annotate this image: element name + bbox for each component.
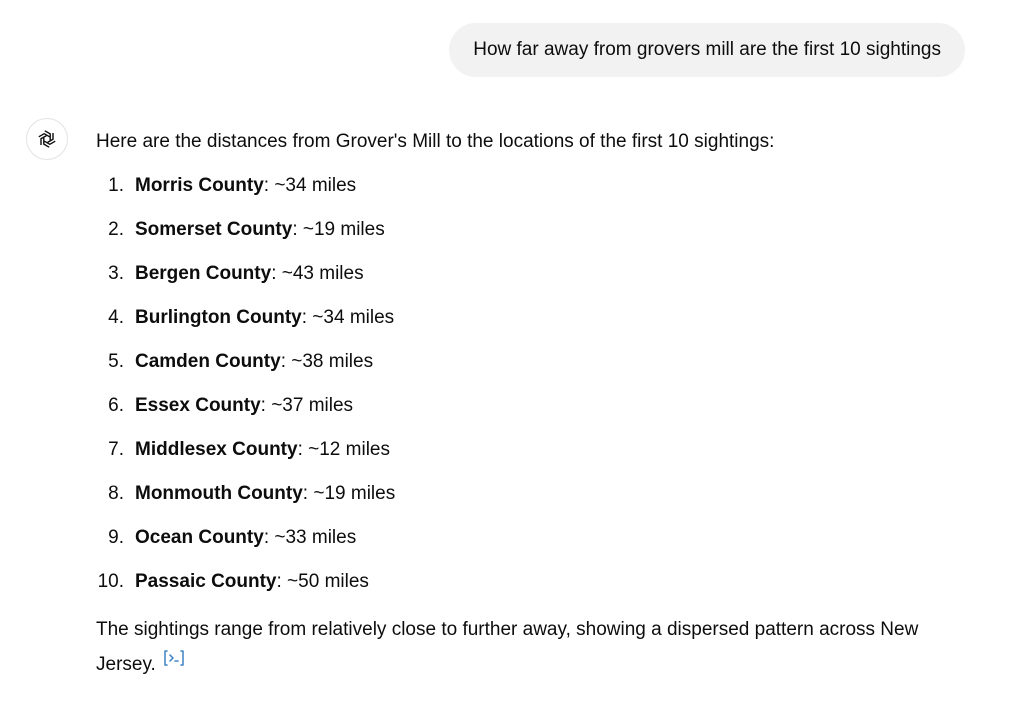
list-item <box>96 304 976 332</box>
list-item-number: 2. <box>108 219 124 240</box>
user-message-bubble <box>449 23 965 77</box>
list-item-number: 5. <box>108 351 124 372</box>
assistant-avatar <box>26 118 68 160</box>
county-distance: : ~37 miles <box>260 395 354 416</box>
list-item <box>96 436 976 464</box>
openai-logo-icon <box>35 127 59 151</box>
county-distance: : ~19 miles <box>302 483 396 504</box>
list-item-text <box>135 304 394 332</box>
list-item-text <box>135 392 353 420</box>
sightings-list <box>96 172 976 596</box>
list-item <box>96 216 976 244</box>
list-item <box>96 172 976 200</box>
county-distance: : ~33 miles <box>263 527 357 548</box>
county-distance: : ~34 miles <box>301 307 395 328</box>
user-message-text: How far away from grovers mill are the first 10 sightings <box>473 39 941 60</box>
list-item-text <box>135 480 395 508</box>
list-item-number: 10. <box>97 571 124 592</box>
assistant-summary <box>96 612 976 682</box>
county-name: Somerset County <box>135 219 293 240</box>
county-distance: : ~50 miles <box>276 571 369 592</box>
list-item <box>96 568 976 596</box>
county-distance: : ~12 miles <box>297 439 390 460</box>
list-item-number: 8. <box>108 483 124 504</box>
list-item-text <box>135 568 369 596</box>
list-item-text <box>135 172 356 200</box>
list-item-text <box>135 348 373 376</box>
user-message-row <box>449 23 965 77</box>
list-item <box>96 480 976 508</box>
list-item-text <box>135 524 356 552</box>
list-item-number: 1. <box>108 175 124 196</box>
list-item-number: 9. <box>108 527 124 548</box>
county-name: Camden County <box>135 351 281 372</box>
summary-text: The sightings range from relatively close to further away, showing a dispersed pattern across New Jersey. <box>96 619 919 675</box>
county-name: Passaic County <box>135 571 277 592</box>
county-distance: : ~38 miles <box>280 351 374 372</box>
code-interpreter-link-icon[interactable] <box>162 645 186 680</box>
county-name: Ocean County <box>135 527 264 548</box>
list-item-number: 7. <box>108 439 124 460</box>
county-distance: : ~43 miles <box>271 263 364 284</box>
list-item-number: 3. <box>108 263 124 284</box>
list-item <box>96 392 976 420</box>
assistant-intro: Here are the distances from Grover's Mill to the locations of the first 10 sightings: <box>96 131 775 152</box>
assistant-message <box>96 128 976 682</box>
list-item-text <box>135 436 390 464</box>
list-item <box>96 348 976 376</box>
list-item-number: 6. <box>108 395 124 416</box>
county-name: Burlington County <box>135 307 302 328</box>
list-item-text <box>135 216 385 244</box>
list-item-text <box>135 260 364 288</box>
list-item <box>96 260 976 288</box>
county-name: Morris County <box>135 175 264 196</box>
list-item-number: 4. <box>108 307 124 328</box>
county-distance: : ~34 miles <box>263 175 357 196</box>
list-item <box>96 524 976 552</box>
county-name: Essex County <box>135 395 261 416</box>
county-name: Bergen County <box>135 263 272 284</box>
county-name: Middlesex County <box>135 439 298 460</box>
county-name: Monmouth County <box>135 483 303 504</box>
county-distance: : ~19 miles <box>292 219 385 240</box>
